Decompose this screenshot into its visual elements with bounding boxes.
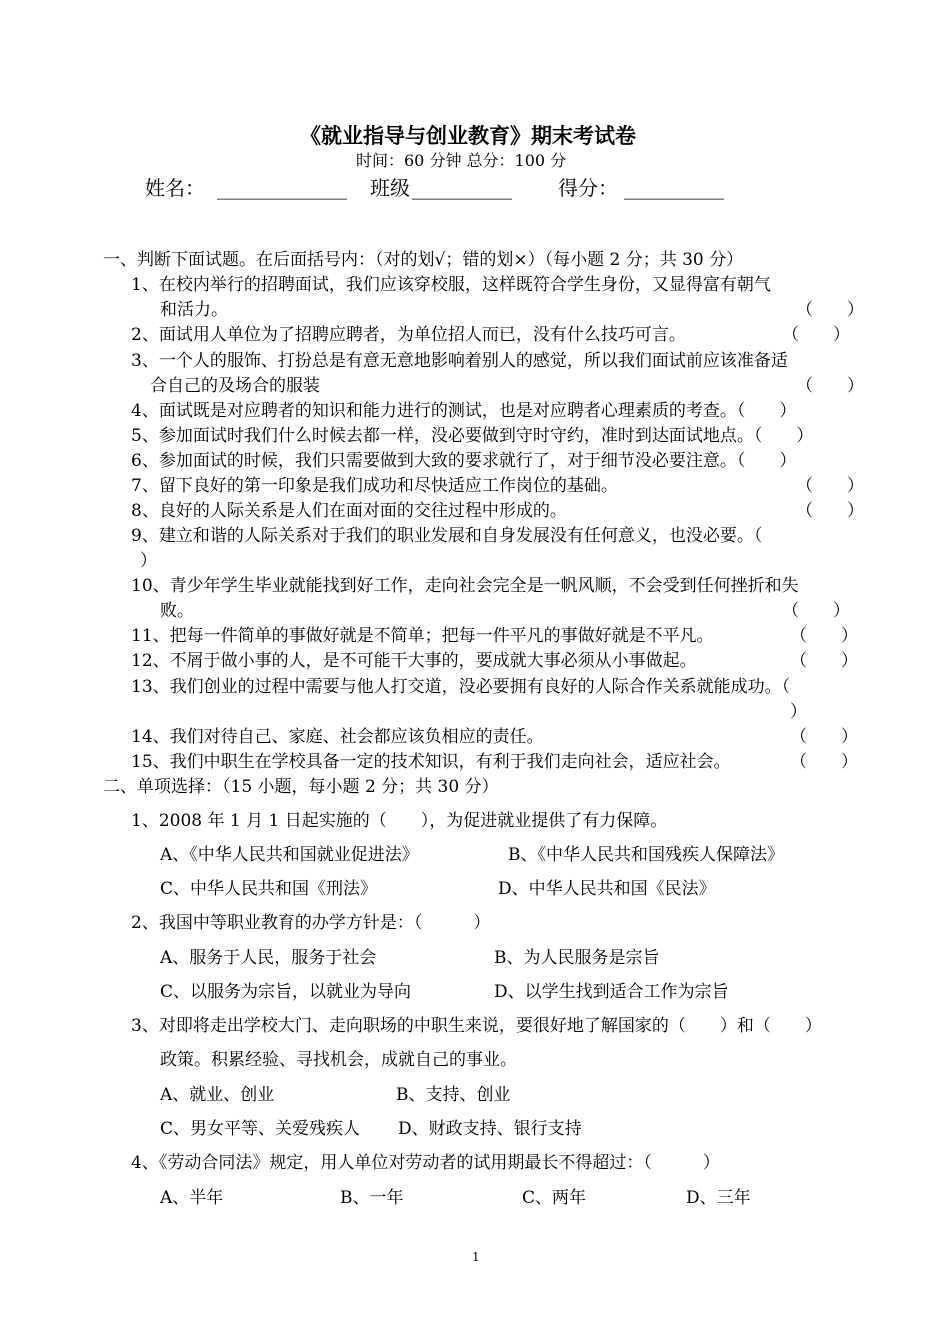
tf-question-2: 2、面试用人单位为了招聘应聘者，为单位招人而已，没有什么技巧可言。 xyxy=(131,325,686,345)
tf-question-1-cont: 和活力。 xyxy=(160,300,228,320)
tf-question-12: 12、不屑于做小事的人，是不可能干大事的，要成就大事必须从小事做起。 xyxy=(131,651,697,671)
tf-answer-3[interactable]: （ ） xyxy=(796,376,864,396)
tf-answer-8[interactable]: （ ） xyxy=(796,501,864,521)
tf-answer-1[interactable]: （ ） xyxy=(796,300,864,320)
exam-title: 《就业指导与创业教育》期末考试卷 xyxy=(300,123,636,148)
section2-heading: 二、单项选择：（15 小题，每小题 2 分；共 30 分） xyxy=(103,777,499,797)
tf-question-13: 13、我们创业的过程中需要与他人打交道，没必要拥有良好的人际合作关系就能成功。（ xyxy=(131,677,791,697)
tf-answer-14[interactable]: （ ） xyxy=(790,727,858,747)
mc-q3-option-b[interactable]: B、支持、创业 xyxy=(396,1085,511,1105)
tf-answer-2[interactable]: （ ） xyxy=(782,325,850,345)
tf-answer-11[interactable]: （ ） xyxy=(790,626,858,646)
page-number: 1 xyxy=(472,1250,480,1264)
tf-question-14: 14、我们对待自己、家庭、社会都应该负相应的责任。 xyxy=(131,727,544,747)
tf-question-6: 6、参加面试的时候，我们只需要做到大致的要求就行了，对于细节没必要注意。（ ） xyxy=(131,451,797,471)
tf-question-11: 11、把每一件简单的事做好就是不简单；把每一件平凡的事做好就是不平凡。 xyxy=(131,626,714,646)
tf-question-1: 1、在校内举行的招聘面试，我们应该穿校服，这样既符合学生身份，又显得富有朝气 xyxy=(131,275,771,295)
class-blank: __________ xyxy=(412,176,512,200)
tf-answer-7[interactable]: （ ） xyxy=(796,476,864,496)
section1-heading: 一、判断下面试题。在后面括号内：（对的划√；错的划×）（每小题 2 分；共 30 分） xyxy=(103,250,744,270)
tf-question-4: 4、面试既是对应聘者的知识和能力进行的测试，也是对应聘者心理素质的考查。（ ） xyxy=(131,401,797,421)
tf-question-9-cont: ） xyxy=(140,551,157,571)
tf-question-10-cont: 败。 xyxy=(160,601,194,621)
mc-question-1: 1、2008 年 1 月 1 日起实施的（ ），为促进就业提供了有力保障。 xyxy=(131,811,668,831)
mc-q2-option-b[interactable]: B、为人民服务是宗旨 xyxy=(494,948,660,968)
mc-q1-option-b[interactable]: B、《中华人民共和国残疾人保障法》 xyxy=(508,845,784,865)
mc-q2-option-d[interactable]: D、以学生找到适合工作为宗旨 xyxy=(494,982,729,1002)
name-blank: _____________ xyxy=(217,176,347,200)
tf-question-15: 15、我们中职生在学校具备一定的技术知识，有利于我们走向社会，适应社会。 xyxy=(131,752,731,772)
tf-question-7: 7、留下良好的第一印象是我们成功和尽快适应工作岗位的基础。 xyxy=(131,476,618,496)
mc-q4-option-b[interactable]: B、一年 xyxy=(340,1188,404,1208)
mc-question-3: 3、对即将走出学校大门、走向职场的中职生来说，要很好地了解国家的（ ）和（ ） xyxy=(131,1016,822,1036)
mc-q4-option-d[interactable]: D、三年 xyxy=(686,1188,751,1208)
class-label: 班级 xyxy=(370,176,410,200)
tf-answer-12[interactable]: （ ） xyxy=(790,651,858,671)
tf-question-13-cont: ） xyxy=(790,702,807,722)
tf-question-3: 3、一个人的服饰、打扮总是有意无意地影响着别人的感觉，所以我们面试前应该准备适 xyxy=(131,351,788,371)
mc-q2-option-a[interactable]: A、服务于人民，服务于社会 xyxy=(160,948,377,968)
tf-answer-10[interactable]: （ ） xyxy=(782,601,850,621)
mc-q3-option-d[interactable]: D、财政支持、银行支持 xyxy=(398,1119,582,1139)
mc-q1-option-d[interactable]: D、中华人民共和国《民法》 xyxy=(498,879,716,899)
tf-answer-15[interactable]: （ ） xyxy=(790,752,858,772)
mc-question-4: 4、《劳动合同法》规定，用人单位对劳动者的试用期最长不得超过：（ ） xyxy=(131,1153,720,1173)
score-label: 得分： xyxy=(558,176,618,200)
tf-question-3-cont: 合自己的及场合的服装 xyxy=(150,376,320,396)
mc-q1-option-a[interactable]: A、《中华人民共和国就业促进法》 xyxy=(160,845,419,865)
mc-q2-option-c[interactable]: C、以服务为宗旨，以就业为导向 xyxy=(160,982,412,1002)
name-label: 姓名： xyxy=(145,176,205,200)
time-score-line: 时间：60 分钟 总分：100 分 xyxy=(356,151,567,170)
mc-q3-option-c[interactable]: C、男女平等、关爱残疾人 xyxy=(160,1119,361,1139)
mc-q3-option-a[interactable]: A、就业、创业 xyxy=(160,1085,275,1105)
tf-question-9: 9、建立和谐的人际关系对于我们的职业发展和自身发展没有任何意义，也没必要。（ xyxy=(131,526,763,546)
tf-question-5: 5、参加面试时我们什么时候去都一样，没必要做到守时守约，准时到达面试地点。（ ） xyxy=(131,426,814,446)
score-blank: __________ xyxy=(624,176,724,200)
mc-q4-option-a[interactable]: A、半年 xyxy=(160,1188,224,1208)
tf-question-10: 10、青少年学生毕业就能找到好工作，走向社会完全是一帆风顺，不会受到任何挫折和失 xyxy=(131,576,799,596)
mc-question-3-cont: 政策。积累经验、寻找机会，成就自己的事业。 xyxy=(160,1050,517,1070)
mc-question-2: 2、我国中等职业教育的办学方针是：（ ） xyxy=(131,913,491,933)
mc-q1-option-c[interactable]: C、中华人民共和国《刑法》 xyxy=(160,879,378,899)
mc-q4-option-c[interactable]: C、两年 xyxy=(522,1188,587,1208)
tf-question-8: 8、良好的人际关系是人们在面对面的交往过程中形成的。 xyxy=(131,501,567,521)
